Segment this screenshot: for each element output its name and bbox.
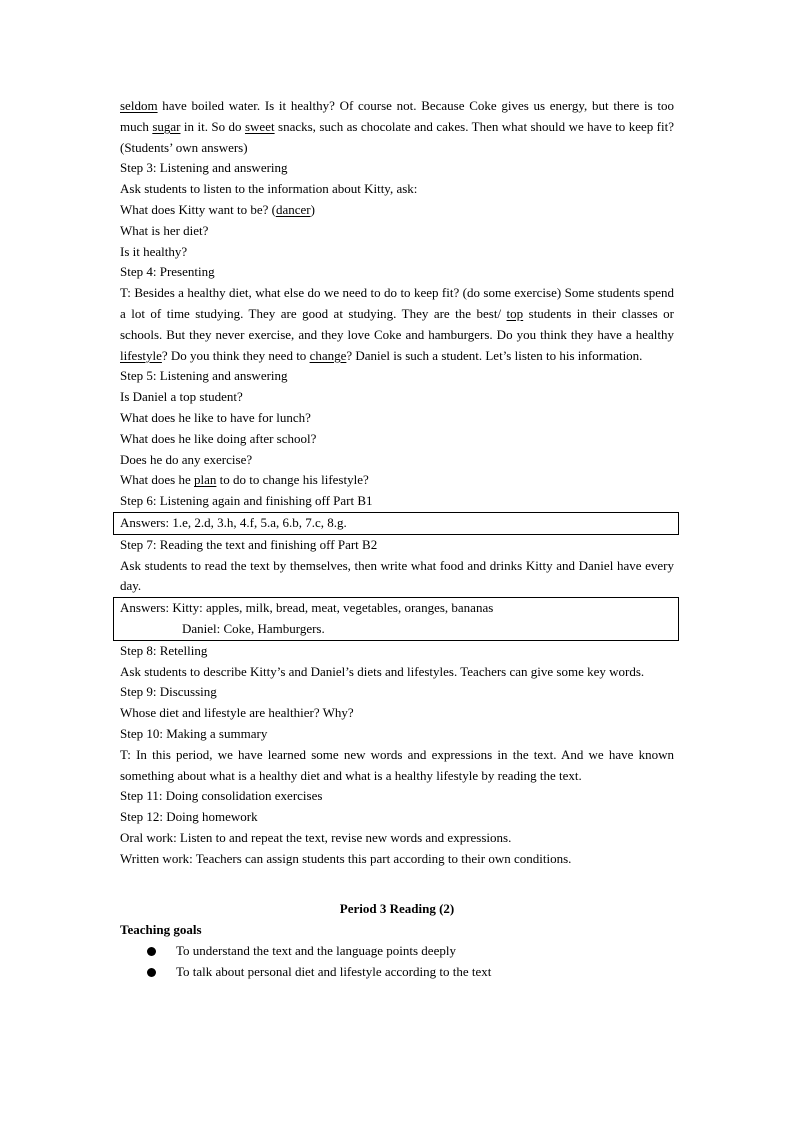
bullet-icon: [147, 968, 156, 977]
step-text: T: In this period, we have learned some new words and expressions in the text. And we have known something about what is a healthy diet and what is a healthy lifestyle by reading the text.: [120, 746, 674, 783]
answers-text: Answers: Kitty: apples, milk, bread, meat, vegetables, oranges, bananas: [120, 600, 494, 616]
step-heading: Step 11: Doing consolidation exercises: [120, 788, 323, 804]
step-heading: Step 8: Retelling: [120, 642, 208, 658]
step-heading: Step 3: Listening and answering: [120, 160, 288, 176]
step-heading: Step 9: Discussing: [120, 684, 217, 700]
step-heading: Step 6: Listening again and finishing off Part B1: [120, 493, 373, 509]
underlined-word: seldom: [120, 98, 158, 113]
answers-box-b2: [113, 597, 679, 641]
question: What is her diet?: [120, 222, 209, 238]
spacer: [120, 869, 674, 899]
step-text: Whose diet and lifestyle are healthier? Why?: [120, 705, 354, 721]
underlined-word: sweet: [244, 118, 275, 134]
answers-box-b1: [113, 512, 679, 535]
underlined-word: lifestyle: [120, 347, 162, 363]
homework-oral: Oral work: Listen to and repeat the text, revise new words and expressions.: [120, 829, 512, 845]
answers-text: Answers: 1.e, 2.d, 3.h, 4.f, 5.a, 6.b, 7.c, 8.g.: [120, 514, 347, 530]
question: Does he do any exercise?: [120, 451, 253, 467]
underlined-word: change: [309, 347, 347, 363]
step-heading: Step 7: Reading the text and finishing off Part B2: [120, 536, 378, 552]
step-text: Ask students to describe Kitty’s and Daniel’s diets and lifestyles. Teachers can give some key words.: [120, 663, 645, 679]
question: What does he like to have for lunch?: [120, 409, 311, 425]
paragraph-coke: seldom have boiled water. Is it healthy? Of course not. Because Coke gives us energy, but there is too much sugar in it. So do sweet snacks, such as chocolate and cakes. Then what should we have to keep fit? (Students’ own answers): [120, 98, 674, 155]
step-heading: Step 12: Doing homework: [120, 809, 258, 825]
underlined-word: top: [506, 305, 524, 321]
underlined-word: plan: [194, 472, 217, 488]
question: What does Kitty want to be? (dancer): [120, 201, 315, 217]
goal-item: To understand the text and the language points deeply: [120, 941, 674, 962]
step-heading: Step 5: Listening and answering: [120, 368, 288, 384]
answers-text: Daniel: Coke, Hamburgers.: [182, 620, 325, 636]
document-page: [120, 96, 674, 983]
goal-item: To talk about personal diet and lifestyle according to the text: [120, 962, 674, 983]
question: Is it healthy?: [120, 243, 188, 259]
step-heading: Step 4: Presenting: [120, 264, 215, 280]
homework-written: Written work: Teachers can assign students this part according to their own conditions.: [120, 850, 572, 866]
step-heading: Step 10: Making a summary: [120, 725, 268, 741]
question: What does he plan to do to change his lifestyle?: [120, 472, 369, 488]
step-text: Ask students to listen to the information about Kitty, ask:: [120, 181, 418, 197]
question: What does he like doing after school?: [120, 430, 317, 446]
paragraph-presenting: T: Besides a healthy diet, what else do we need to do to keep fit? (do some exercise) Some students spend a lot of time studying. They are good at studying. They are the best/ top students in their classes or schools. But they never exercise, and they love Coke and hamburgers. Do you think they have a healthy lifestyle? Do you think they need to change? Daniel is such a student. Let’s listen to his information.: [120, 285, 674, 363]
underlined-word: sugar: [152, 118, 181, 134]
underlined-word: dancer: [275, 201, 311, 217]
period-title: Period 3 Reading (2): [339, 901, 455, 917]
step-text: Ask students to read the text by themselves, then write what food and drinks Kitty and Daniel have every day.: [120, 557, 674, 594]
teaching-goals-heading: Teaching goals: [120, 922, 202, 938]
bullet-icon: [147, 947, 156, 956]
question: Is Daniel a top student?: [120, 389, 243, 405]
